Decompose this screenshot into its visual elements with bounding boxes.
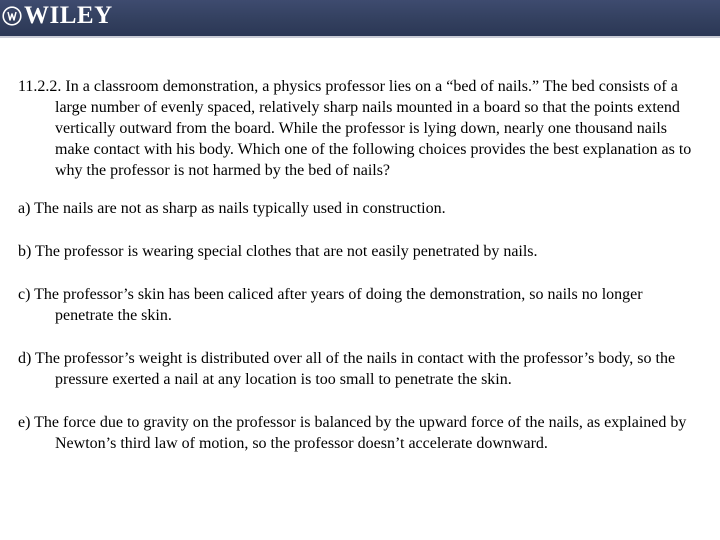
choice-e: e) The force due to gravity on the professor is balanced by the upward force of the nails, as explained by Newton’s third law of motion, so the professor doesn’t accelerate downward. [18,414,687,452]
choice-d: d) The professor’s weight is distributed over all of the nails in contact with the professor’s body, so the pressure exerted a nail at any location is too small to penetrate the skin. [18,350,676,388]
header-bar [0,0,720,36]
header-divider [0,36,720,38]
brand-name: WILEY [24,2,113,29]
wiley-logo [2,1,113,31]
wiley-seal-icon [2,6,22,26]
choice-c: c) The professor’s skin has been caliced after years of doing the demonstration, so nails no longer penetrate the skin. [18,286,643,324]
choice-a: a) The nails are not as sharp as nails typically used in construction. [18,200,446,217]
question-text: 11.2.2. In a classroom demonstration, a physics professor lies on a “bed of nails.” The bed consists of a large number of evenly spaced, relatively sharp nails mounted in a board so that the points extend vertically outward from the board. While the professor is lying down, nearly one thousand nails make contact with his body. Which one of the following choices provides the best explanation as to why the professor is not harmed by the bed of nails? [18,78,692,179]
question-slide [18,76,700,476]
choice-b: b) The professor is wearing special clothes that are not easily penetrated by nails. [18,243,538,260]
